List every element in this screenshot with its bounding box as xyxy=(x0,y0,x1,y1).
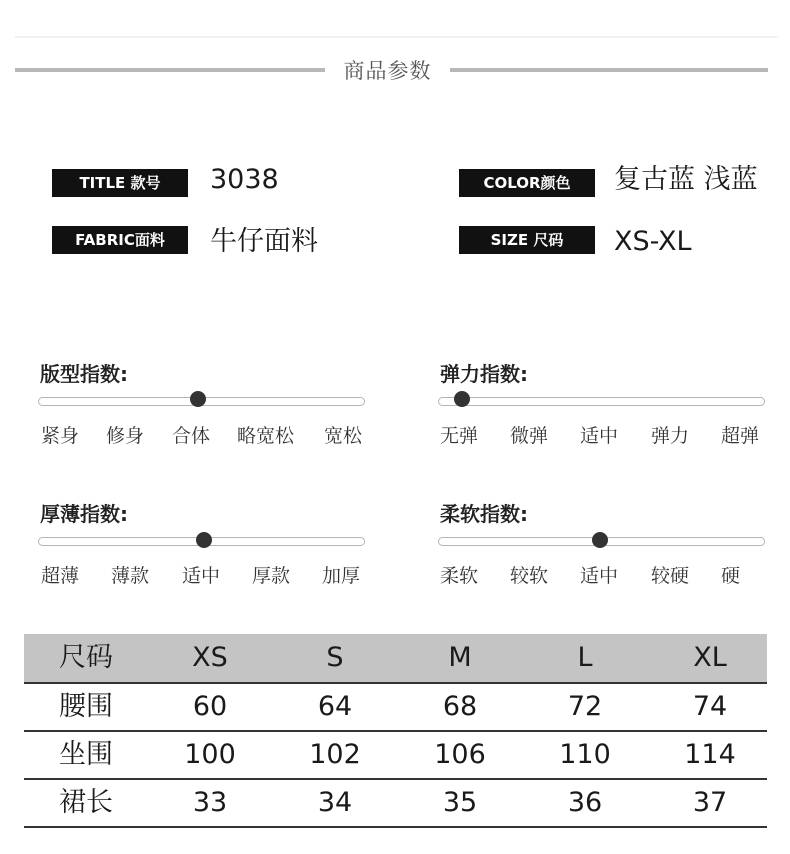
fit-index-marker[interactable] xyxy=(190,391,206,407)
elasticity-option: 微弹 xyxy=(510,425,549,447)
fit-index-title: 版型指数: xyxy=(40,362,128,386)
thickness-option: 厚款 xyxy=(252,565,291,587)
softness-option: 柔软 xyxy=(440,565,479,587)
elasticity-index-title: 弹力指数: xyxy=(440,362,528,386)
softness-index-marker[interactable] xyxy=(592,532,608,548)
table-cell: 36 xyxy=(567,787,603,818)
elasticity-index-marker[interactable] xyxy=(454,391,470,407)
softness-index-title: 柔软指数: xyxy=(440,502,528,526)
fit-option: 修身 xyxy=(106,425,145,447)
table-header-cell: XS xyxy=(192,642,228,673)
table-header-cell: M xyxy=(448,642,472,673)
fabric-value: 牛仔面料 xyxy=(210,226,318,257)
size-value: XS-XL xyxy=(614,226,692,257)
table-cell: 34 xyxy=(317,787,353,818)
table-cell: 74 xyxy=(692,691,728,722)
table-cell: 68 xyxy=(442,691,478,722)
color-label: COLOR颜色 xyxy=(459,169,595,197)
table-cell: 114 xyxy=(684,739,736,770)
table-header-cell: L xyxy=(577,642,593,673)
size-label: SIZE 尺码 xyxy=(459,226,595,254)
table-header-cell: S xyxy=(326,642,344,673)
thickness-index-title: 厚薄指数: xyxy=(40,502,128,526)
title-value: 3038 xyxy=(210,164,279,195)
table-cell: 坐围 xyxy=(59,739,113,770)
table-header-cell: XL xyxy=(693,642,727,673)
thickness-option: 薄款 xyxy=(111,565,150,587)
table-cell: 35 xyxy=(442,787,478,818)
table-cell: 37 xyxy=(692,787,728,818)
fabric-label: FABRIC面料 xyxy=(52,226,188,254)
fit-option: 略宽松 xyxy=(237,425,295,447)
fit-option: 合体 xyxy=(172,425,211,447)
elasticity-option: 适中 xyxy=(580,425,619,447)
header-line-left xyxy=(15,68,325,72)
thickness-index-marker[interactable] xyxy=(196,532,212,548)
header-line-right xyxy=(450,68,768,72)
elasticity-option: 超弹 xyxy=(721,425,760,447)
top-divider xyxy=(15,36,777,38)
title-label: TITLE 款号 xyxy=(52,169,188,197)
table-cell: 102 xyxy=(309,739,361,770)
table-cell: 腰围 xyxy=(59,691,113,722)
fit-option: 紧身 xyxy=(41,425,80,447)
thickness-option: 适中 xyxy=(182,565,221,587)
table-cell: 110 xyxy=(559,739,611,770)
table-cell: 33 xyxy=(192,787,228,818)
fit-option: 宽松 xyxy=(324,425,363,447)
table-cell: 60 xyxy=(192,691,228,722)
table-cell: 106 xyxy=(434,739,486,770)
thickness-option: 超薄 xyxy=(41,565,80,587)
table-header-cell: 尺码 xyxy=(59,642,113,673)
softness-option: 较硬 xyxy=(651,565,690,587)
table-cell: 72 xyxy=(567,691,603,722)
elasticity-option: 无弹 xyxy=(440,425,479,447)
table-cell: 100 xyxy=(184,739,236,770)
color-value: 复古蓝 浅蓝 xyxy=(614,164,758,195)
softness-option: 较软 xyxy=(510,565,549,587)
section-title: 商品参数 xyxy=(343,59,432,83)
thickness-option: 加厚 xyxy=(322,565,361,587)
softness-option: 硬 xyxy=(721,565,741,587)
elasticity-option: 弹力 xyxy=(651,425,690,447)
softness-option: 适中 xyxy=(580,565,619,587)
table-cell: 裙长 xyxy=(59,787,113,818)
elasticity-index-slider[interactable] xyxy=(438,397,765,406)
table-cell: 64 xyxy=(317,691,353,722)
